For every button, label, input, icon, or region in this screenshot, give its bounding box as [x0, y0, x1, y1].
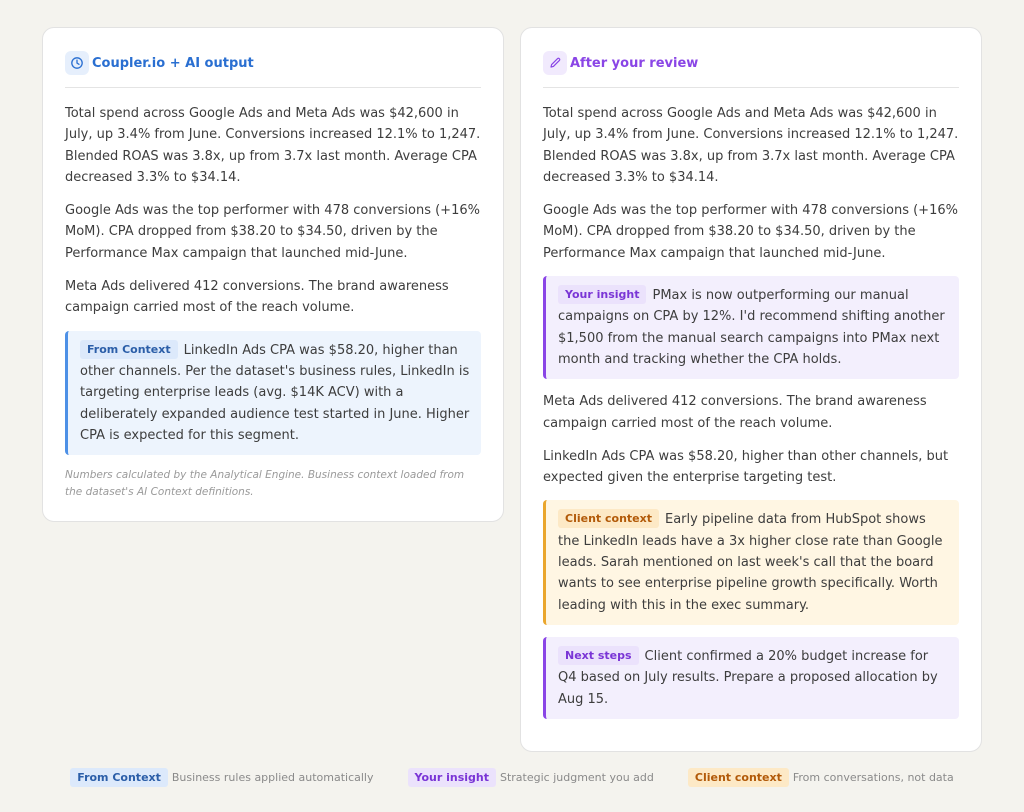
meta-ads-paragraph: Meta Ads delivered 412 conversions. The brand awareness campaign carried most of the reach volume. [65, 279, 449, 316]
summary-paragraph: Total spend across Google Ads and Meta Ads was $42,600 in July, up 3.4% from June. Conversions increased 12.1% to 1,247. Blended ROAS was 3.8x, up from 3.7x last month. Average CPA decreased 3.3% to $34.14. [65, 106, 481, 185]
insight-callout [543, 276, 959, 379]
linkedin-paragraph: LinkedIn Ads CPA was $58.20, higher than other channels, but expected given the enterprise targeting test. [543, 448, 949, 486]
legend-tag: Your insight [408, 768, 496, 787]
legend [0, 768, 1024, 787]
legend-tag: Client context [688, 768, 789, 787]
next-steps-text: Client confirmed a 20% budget increase for Q4 based on July results. Prepare a proposed allocation by Aug 15. [558, 648, 938, 707]
google-ads-paragraph: Google Ads was the top performer with 478 conversions (+16% MoM). CPA dropped from $38.20 to $34.50, driven by the Performance Max campaign that launched mid-June. [543, 203, 958, 261]
legend-description: From conversations, not data [792, 771, 954, 784]
client-context-callout [543, 500, 959, 624]
insight-tag: Your insight [558, 285, 646, 304]
footnote: Numbers calculated by the Analytical Engine. Business context loaded from the dataset's AI Context definitions. [65, 469, 465, 499]
legend-description: Strategic judgment you add [499, 771, 654, 784]
summary-paragraph: Total spend across Google Ads and Meta Ads was $42,600 in July, up 3.4% from June. Conversions increased 12.1% to 1,247. Blended ROAS was 3.8x, up from 3.7x last month. Average CPA decreased 3.3% to $34.14. [543, 106, 959, 185]
legend-tag: From Context [70, 768, 168, 787]
from-context-tag: From Context [80, 340, 178, 359]
ai-output-header [65, 50, 481, 88]
review-card [520, 27, 982, 752]
pencil-icon [543, 51, 567, 75]
google-ads-paragraph: Google Ads was the top performer with 478 conversions (+16% MoM). CPA dropped from $38.20 to $34.50, driven by the Performance Max campaign that launched mid-June. [65, 203, 480, 261]
from-context-callout [65, 331, 481, 455]
legend-item-client-context [688, 768, 954, 787]
legend-item-your-insight [408, 768, 654, 787]
legend-description: Business rules applied automatically [171, 771, 374, 784]
next-steps-tag: Next steps [558, 646, 639, 665]
meta-ads-paragraph: Meta Ads delivered 412 conversions. The brand awareness campaign carried most of the reach volume. [543, 394, 927, 431]
review-title: After your review [570, 55, 699, 71]
ai-output-card [42, 27, 504, 522]
client-context-text: Early pipeline data from HubSpot shows the LinkedIn leads have a 3x higher close rate than Google leads. Sarah mentioned on last week's call that the board wants to see enterprise pipeline growth specifically. Worth leading with this in the exec summary. [558, 512, 943, 613]
from-context-text: LinkedIn Ads CPA was $58.20, higher than other channels. Per the dataset's business rules, LinkedIn is targeting enterprise leads (avg. $14K ACV) with a deliberately expanded audience test started in June. Higher CPA is expected for this segment. [80, 342, 470, 443]
client-context-tag: Client context [558, 509, 659, 528]
legend-item-from-context [70, 768, 373, 787]
insight-text: PMax is now outperforming our manual campaigns on CPA by 12%. I'd recommend shifting another $1,500 from the manual search campaigns into PMax next month and tracking whether the CPA holds. [558, 288, 945, 367]
next-steps-callout [543, 637, 959, 719]
review-header [543, 50, 959, 88]
clock-icon [65, 51, 89, 75]
ai-output-title: Coupler.io + AI output [92, 55, 254, 71]
